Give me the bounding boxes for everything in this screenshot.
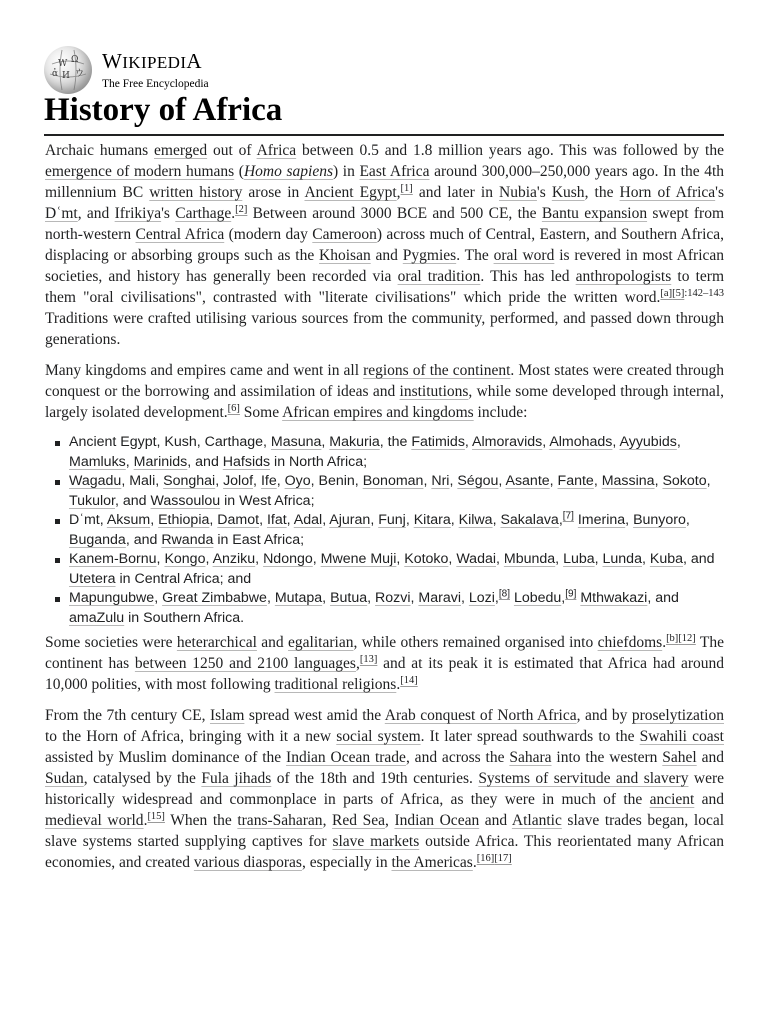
- paragraph-islam: [45, 705, 724, 873]
- article-link[interactable]: regions of the continent: [363, 362, 511, 379]
- article-link[interactable]: the Americas: [391, 854, 473, 871]
- text-run: ,: [464, 434, 473, 450]
- text-run: Archaic humans: [45, 142, 155, 159]
- wordmark-title: [102, 50, 209, 74]
- wikipedia-wordmark: [102, 50, 209, 91]
- text-run: and: [370, 247, 403, 264]
- article-link[interactable]: Nubia: [499, 184, 537, 201]
- article-link[interactable]: Kotoko: [404, 551, 449, 567]
- kingdoms-list: [45, 433, 724, 628]
- list-item: [69, 511, 724, 550]
- article-link[interactable]: Indian Ocean trade: [286, 749, 406, 766]
- article-link[interactable]: various diasporas: [193, 854, 302, 871]
- article-link[interactable]: Mamluks: [69, 453, 126, 470]
- text-run: to term them "oral civilisations", contrasted with "literate civilisations" which pride the written word.: [45, 268, 724, 306]
- svg-text:Ω: Ω: [71, 55, 79, 65]
- article-link[interactable]: Masuna: [270, 434, 322, 450]
- text-run: , and: [125, 531, 162, 548]
- text-run: ,: [410, 590, 419, 606]
- text-run: ,: [706, 473, 711, 489]
- article-link[interactable]: Songhai: [163, 473, 216, 489]
- text-run: in North Africa;: [270, 453, 368, 470]
- citation-pages: :142–143: [684, 287, 724, 299]
- article-link[interactable]: Kilwa: [458, 512, 493, 528]
- text-run: , and: [115, 492, 151, 509]
- article-link[interactable]: Africa: [256, 142, 297, 159]
- article-link[interactable]: Sahara: [509, 749, 552, 766]
- article-body: [45, 140, 724, 883]
- text-run: ,: [405, 512, 414, 528]
- text-run: ,: [612, 434, 620, 450]
- text-run: . Most states were created through conquest or the borrowing and assimilation of ideas and: [45, 362, 724, 400]
- citation-link[interactable]: [2]: [235, 203, 248, 215]
- article-link[interactable]: Pygmies: [402, 247, 457, 264]
- text-run: ,: [156, 551, 165, 567]
- wordmark-subtitle: The Free Encyclopedia: [102, 78, 209, 90]
- citation-link[interactable]: [14]: [400, 674, 418, 686]
- text-run: , and: [77, 205, 115, 222]
- text-run: ,: [496, 551, 504, 567]
- article-link[interactable]: Butua: [330, 590, 368, 606]
- text-run: .: [662, 634, 667, 651]
- text-run: ,: [396, 184, 401, 201]
- text-run: ,: [641, 551, 650, 567]
- article-link[interactable]: Lobedu: [513, 590, 562, 606]
- wordmark-final: A: [186, 49, 202, 73]
- article-link[interactable]: Luba: [563, 551, 595, 567]
- article-link[interactable]: anthropologists: [575, 268, 672, 285]
- text-run: Some: [239, 404, 283, 421]
- text-run: Between around 3000 BCE and 500 CE, the: [247, 205, 542, 222]
- text-run: ,: [150, 512, 159, 528]
- article-link[interactable]: Homo sapiens: [243, 163, 333, 180]
- text-run: ,: [322, 512, 330, 528]
- text-run: ,: [384, 812, 395, 829]
- text-run: ,: [266, 590, 275, 606]
- article-link[interactable]: Atlantic: [511, 812, 562, 829]
- text-run: ,: [542, 434, 550, 450]
- article-link[interactable]: Marinids: [133, 453, 188, 470]
- article-link[interactable]: Kitara: [413, 512, 451, 528]
- article-link[interactable]: Ajuran: [329, 512, 371, 528]
- text-run: , catalysed by the: [83, 770, 202, 787]
- text-run: Many kingdoms and empires came and went in all: [45, 362, 364, 379]
- text-run: ,: [322, 590, 331, 606]
- text-run: ,: [253, 473, 261, 489]
- text-run: , while some developed through internal, largely isolated development.: [45, 383, 724, 421]
- article-link[interactable]: Ifat: [266, 512, 287, 528]
- text-run: From the 7th century CE,: [45, 707, 210, 724]
- article-link[interactable]: Mwene Muji: [320, 551, 397, 567]
- text-run: outside Africa. This reorientated many African economies, and created: [45, 833, 724, 871]
- citation-link[interactable]: [7]: [562, 510, 574, 522]
- article-link[interactable]: Kuba: [649, 551, 683, 567]
- article-link[interactable]: Aksum: [106, 512, 151, 528]
- article-link[interactable]: Ife: [260, 473, 277, 489]
- article-link[interactable]: Damot: [217, 512, 260, 528]
- article-link[interactable]: heterarchical: [176, 634, 257, 651]
- text-run: ,: [125, 453, 134, 470]
- text-run: include:: [473, 404, 528, 421]
- article-link[interactable]: medieval world: [45, 812, 144, 829]
- text-run: arose in: [242, 184, 305, 201]
- text-run: Dʿmt,: [69, 512, 107, 528]
- text-run: and: [696, 749, 724, 766]
- article-link[interactable]: Ifrikiya: [114, 205, 162, 222]
- article-link[interactable]: Almohads: [549, 434, 613, 450]
- text-run: ,: [367, 590, 376, 606]
- article-link[interactable]: Kanem-Bornu: [69, 551, 157, 567]
- text-run: , Benin,: [310, 473, 363, 489]
- article-link[interactable]: Mbunda: [503, 551, 556, 567]
- list-item: [69, 472, 724, 511]
- text-run: ,: [286, 512, 294, 528]
- text-run: around 300,000–250,000 years ago. In the 4th millennium BC: [45, 163, 725, 201]
- text-run: , and: [647, 590, 679, 606]
- text-run: , and across the: [405, 749, 510, 766]
- text-run: , especially in: [301, 854, 392, 871]
- article-link[interactable]: Fula jihads: [201, 770, 272, 787]
- text-run: ,: [255, 551, 264, 567]
- article-link[interactable]: emerged: [154, 142, 208, 159]
- svg-text:И: И: [62, 71, 70, 81]
- text-run: ,: [555, 551, 564, 567]
- text-run: to the Horn of Africa, bringing with it a new: [45, 728, 337, 745]
- text-run: and: [479, 812, 512, 829]
- text-run: were historically widespread and commonplace in parts of Africa, as they were in much of the: [45, 770, 724, 808]
- text-run: 's: [536, 184, 552, 201]
- text-run: , and: [683, 551, 715, 567]
- citation-link[interactable]: [16]: [476, 852, 495, 864]
- article-link[interactable]: Adal: [293, 512, 323, 528]
- text-run: ,: [423, 473, 432, 489]
- article-link[interactable]: traditional religions: [274, 676, 397, 693]
- citation-link[interactable]: [5]: [672, 287, 685, 299]
- text-run: ,: [498, 473, 506, 489]
- text-run: between 0.5 and 1.8 million years ago. This was followed by the: [296, 142, 724, 159]
- paragraph-intro: [45, 140, 724, 350]
- article-link[interactable]: Mutapa: [274, 590, 323, 606]
- article-link[interactable]: Kush: [551, 184, 585, 201]
- article-link[interactable]: Funj: [378, 512, 406, 528]
- text-run: ,: [593, 473, 602, 489]
- text-run: in Southern Africa.: [124, 609, 245, 626]
- article-link[interactable]: Asante: [505, 473, 550, 489]
- article-link[interactable]: Kongo: [164, 551, 206, 567]
- article-link[interactable]: trans-Saharan: [237, 812, 323, 829]
- text-run: ,: [558, 512, 563, 528]
- text-run: . The: [456, 247, 494, 264]
- text-run: , and: [187, 453, 223, 470]
- svg-text:W: W: [58, 59, 68, 69]
- article-link[interactable]: Sakalava: [500, 512, 559, 528]
- paragraph-kingdoms: [45, 360, 724, 423]
- article-link[interactable]: Lunda: [602, 551, 642, 567]
- text-run: ,: [215, 473, 224, 489]
- list-item: [69, 550, 724, 589]
- text-run: swept from north-western: [45, 205, 725, 243]
- text-run: .: [143, 812, 148, 829]
- text-run: ,: [449, 473, 458, 489]
- article-link[interactable]: Central Africa: [135, 226, 225, 243]
- text-run: , and by: [576, 707, 632, 724]
- text-run: ) in: [333, 163, 360, 180]
- citation-link[interactable]: [17]: [494, 852, 512, 864]
- text-run: and at its peak it is estimated that Africa had around 10,000 polities, with most following: [45, 655, 725, 693]
- text-run: in Central Africa; and: [115, 570, 252, 587]
- article-link[interactable]: Anziku: [212, 551, 256, 567]
- text-run: ,: [205, 551, 213, 567]
- article-link[interactable]: Sahel: [662, 749, 697, 766]
- text-run: and: [694, 791, 724, 808]
- text-run: ,: [370, 512, 379, 528]
- article-link[interactable]: Wadai: [456, 551, 496, 567]
- text-run: ,: [450, 512, 459, 528]
- article-link[interactable]: Ayyubids: [619, 434, 677, 450]
- citation-link[interactable]: [13]: [359, 653, 378, 665]
- article-link[interactable]: oral word: [493, 247, 555, 264]
- article-link[interactable]: Buganda: [69, 531, 126, 548]
- article-link[interactable]: Bantu expansion: [541, 205, 648, 222]
- list-item: [69, 433, 724, 472]
- article-link[interactable]: Tukulor: [69, 492, 115, 509]
- text-run: 's: [715, 184, 724, 201]
- text-run: ,: [654, 473, 663, 489]
- article-link[interactable]: Horn of Africa: [619, 184, 716, 201]
- wordmark-smallcaps: IKIPEDI: [122, 53, 187, 72]
- paragraph-societies: [45, 632, 724, 695]
- page-title: History of Africa: [44, 88, 724, 136]
- article-link[interactable]: Maravi: [418, 590, 461, 606]
- text-run: ,: [312, 551, 321, 567]
- text-run: assisted by Muslim dominance of the: [45, 749, 287, 766]
- article-link[interactable]: Wagadu: [69, 473, 122, 489]
- text-run: ,: [321, 434, 330, 450]
- article-link[interactable]: ancient: [649, 791, 695, 808]
- article-link[interactable]: Mapungubwe: [69, 590, 155, 606]
- article-link[interactable]: Hafsids: [222, 453, 271, 470]
- article-link[interactable]: African empires and kingdoms: [282, 404, 474, 421]
- text-run: 's: [161, 205, 176, 222]
- article-link[interactable]: Carthage: [175, 205, 232, 222]
- article-link[interactable]: Wassoulou: [150, 492, 221, 509]
- svg-text:ἀ: ἀ: [52, 69, 59, 79]
- text-run: (: [234, 163, 244, 180]
- text-run: , the: [379, 434, 412, 450]
- article-link[interactable]: Ancient Egypt: [304, 184, 397, 201]
- text-run: spread west amid the: [244, 707, 385, 724]
- text-run: into the western: [551, 749, 663, 766]
- article-link[interactable]: Islam: [209, 707, 245, 724]
- article-link[interactable]: written history: [149, 184, 243, 201]
- citation-link[interactable]: [12]: [678, 632, 696, 644]
- text-run: and: [256, 634, 289, 651]
- text-run: Ancient Egypt, Kush, Carthage,: [69, 434, 271, 450]
- text-run: , Mali,: [121, 473, 164, 489]
- article-link[interactable]: Khoisan: [319, 247, 371, 264]
- citation-link[interactable]: [6]: [227, 402, 240, 414]
- text-run: Traditions were crafted utilising various sources from the community, performed, and passed down through generations.: [45, 310, 724, 348]
- article-link[interactable]: Utetera: [69, 570, 116, 587]
- text-run: , the: [584, 184, 620, 201]
- article-link[interactable]: Sokoto: [662, 473, 707, 489]
- text-run: out of: [207, 142, 257, 159]
- citation-link[interactable]: [9]: [565, 588, 577, 600]
- article-link[interactable]: Makuria: [329, 434, 380, 450]
- article-link[interactable]: Lozi: [468, 590, 495, 606]
- text-run: ,: [448, 551, 457, 567]
- article-link[interactable]: Imerina: [577, 512, 626, 528]
- article-link[interactable]: Cameroon: [312, 226, 377, 243]
- text-run: is revered in most African societies, and history has generally been recorded via: [45, 247, 725, 285]
- article-link[interactable]: Fatimids: [411, 434, 465, 450]
- wordmark-initial: W: [102, 49, 123, 73]
- text-run: ,: [549, 473, 558, 489]
- article-link[interactable]: Rozvi: [375, 590, 411, 606]
- text-run: ) across much of Central, Eastern, and Southern Africa, displacing or absorbing groups such as the: [45, 226, 725, 264]
- article-link[interactable]: egalitarian: [288, 634, 354, 651]
- citation-link[interactable]: [8]: [498, 588, 510, 600]
- text-run: of the 18th and 19th centuries.: [271, 770, 479, 787]
- article-link[interactable]: between 1250 and 2100 languages: [134, 655, 356, 672]
- article-link[interactable]: Oyo: [284, 473, 311, 489]
- list-item: [69, 589, 724, 628]
- article-link[interactable]: emergence of modern humans: [45, 163, 235, 180]
- article-link[interactable]: Bonoman: [362, 473, 424, 489]
- article-link[interactable]: Sudan: [45, 770, 84, 787]
- text-run: ,: [209, 512, 218, 528]
- article-link[interactable]: chiefdoms: [597, 634, 663, 651]
- article-link[interactable]: Fante: [557, 473, 594, 489]
- text-run: (modern day: [224, 226, 313, 243]
- text-run: ,: [492, 512, 501, 528]
- text-run: .: [396, 676, 401, 693]
- article-link[interactable]: social system: [336, 728, 421, 745]
- text-run: ,: [494, 590, 499, 606]
- article-link[interactable]: Ndongo: [263, 551, 313, 567]
- wikipedia-puzzle-globe-icon: [44, 46, 92, 94]
- citation-link[interactable]: [a]: [660, 287, 673, 299]
- article-link[interactable]: Nri: [431, 473, 450, 489]
- article-link[interactable]: East Africa: [359, 163, 430, 180]
- article-link[interactable]: Almoravids: [472, 434, 543, 450]
- text-run: ,: [625, 512, 634, 528]
- citation-link[interactable]: [15]: [147, 810, 165, 822]
- text-run: ,: [676, 434, 681, 450]
- text-run: ,: [355, 655, 360, 672]
- article-link[interactable]: Rwanda: [161, 531, 214, 548]
- article-link[interactable]: Mthwakazi: [580, 590, 648, 606]
- text-run: Some societies were: [45, 634, 177, 651]
- article-link[interactable]: Dʿmt: [45, 205, 78, 222]
- text-run: . This has led: [480, 268, 576, 285]
- text-run: . It later spread southwards to the: [420, 728, 640, 745]
- article-link[interactable]: Massina: [601, 473, 655, 489]
- article-link[interactable]: Arab conquest of North Africa: [384, 707, 577, 724]
- article-link[interactable]: Jolof: [223, 473, 254, 489]
- text-run: , while others remained organised into: [353, 634, 598, 651]
- text-run: .: [472, 854, 477, 871]
- text-run: ,: [685, 512, 690, 528]
- text-run: ,: [154, 590, 163, 606]
- article-link[interactable]: institutions: [399, 383, 469, 400]
- text-run: slave trades began, local slave systems started supplying captives for: [45, 812, 725, 850]
- article-link[interactable]: Bunyoro: [633, 512, 686, 528]
- text-run: ,: [322, 812, 333, 829]
- article-link[interactable]: proselytization: [631, 707, 724, 724]
- article-link[interactable]: oral tradition: [397, 268, 481, 285]
- article-link[interactable]: Indian Ocean: [394, 812, 480, 829]
- text-run: ,: [561, 590, 566, 606]
- text-run: in West Africa;: [220, 492, 315, 509]
- article-link[interactable]: Red Sea: [332, 812, 385, 829]
- citation-link[interactable]: [b]: [666, 632, 679, 644]
- svg-text:ウ: ウ: [75, 69, 85, 79]
- article-link[interactable]: Swahili coast: [639, 728, 724, 745]
- text-run: ,: [396, 551, 405, 567]
- text-run: .: [231, 205, 236, 222]
- article-link[interactable]: Ségou: [457, 473, 499, 489]
- article-link[interactable]: Great Zimbabwe: [162, 590, 267, 606]
- text-run: and later in: [412, 184, 500, 201]
- citation-link[interactable]: [1]: [400, 182, 413, 194]
- article-link[interactable]: amaZulu: [69, 609, 125, 626]
- article-link[interactable]: Systems of servitude and slavery: [478, 770, 689, 787]
- text-run: When the: [164, 812, 238, 829]
- article-link[interactable]: slave markets: [332, 833, 420, 850]
- text-run: ,: [276, 473, 285, 489]
- text-run: ,: [594, 551, 603, 567]
- text-run: ,: [259, 512, 267, 528]
- text-run: in East Africa;: [213, 531, 305, 548]
- text-run: The continent has: [45, 634, 724, 672]
- article-link[interactable]: Ethiopia: [158, 512, 210, 528]
- text-run: ,: [460, 590, 469, 606]
